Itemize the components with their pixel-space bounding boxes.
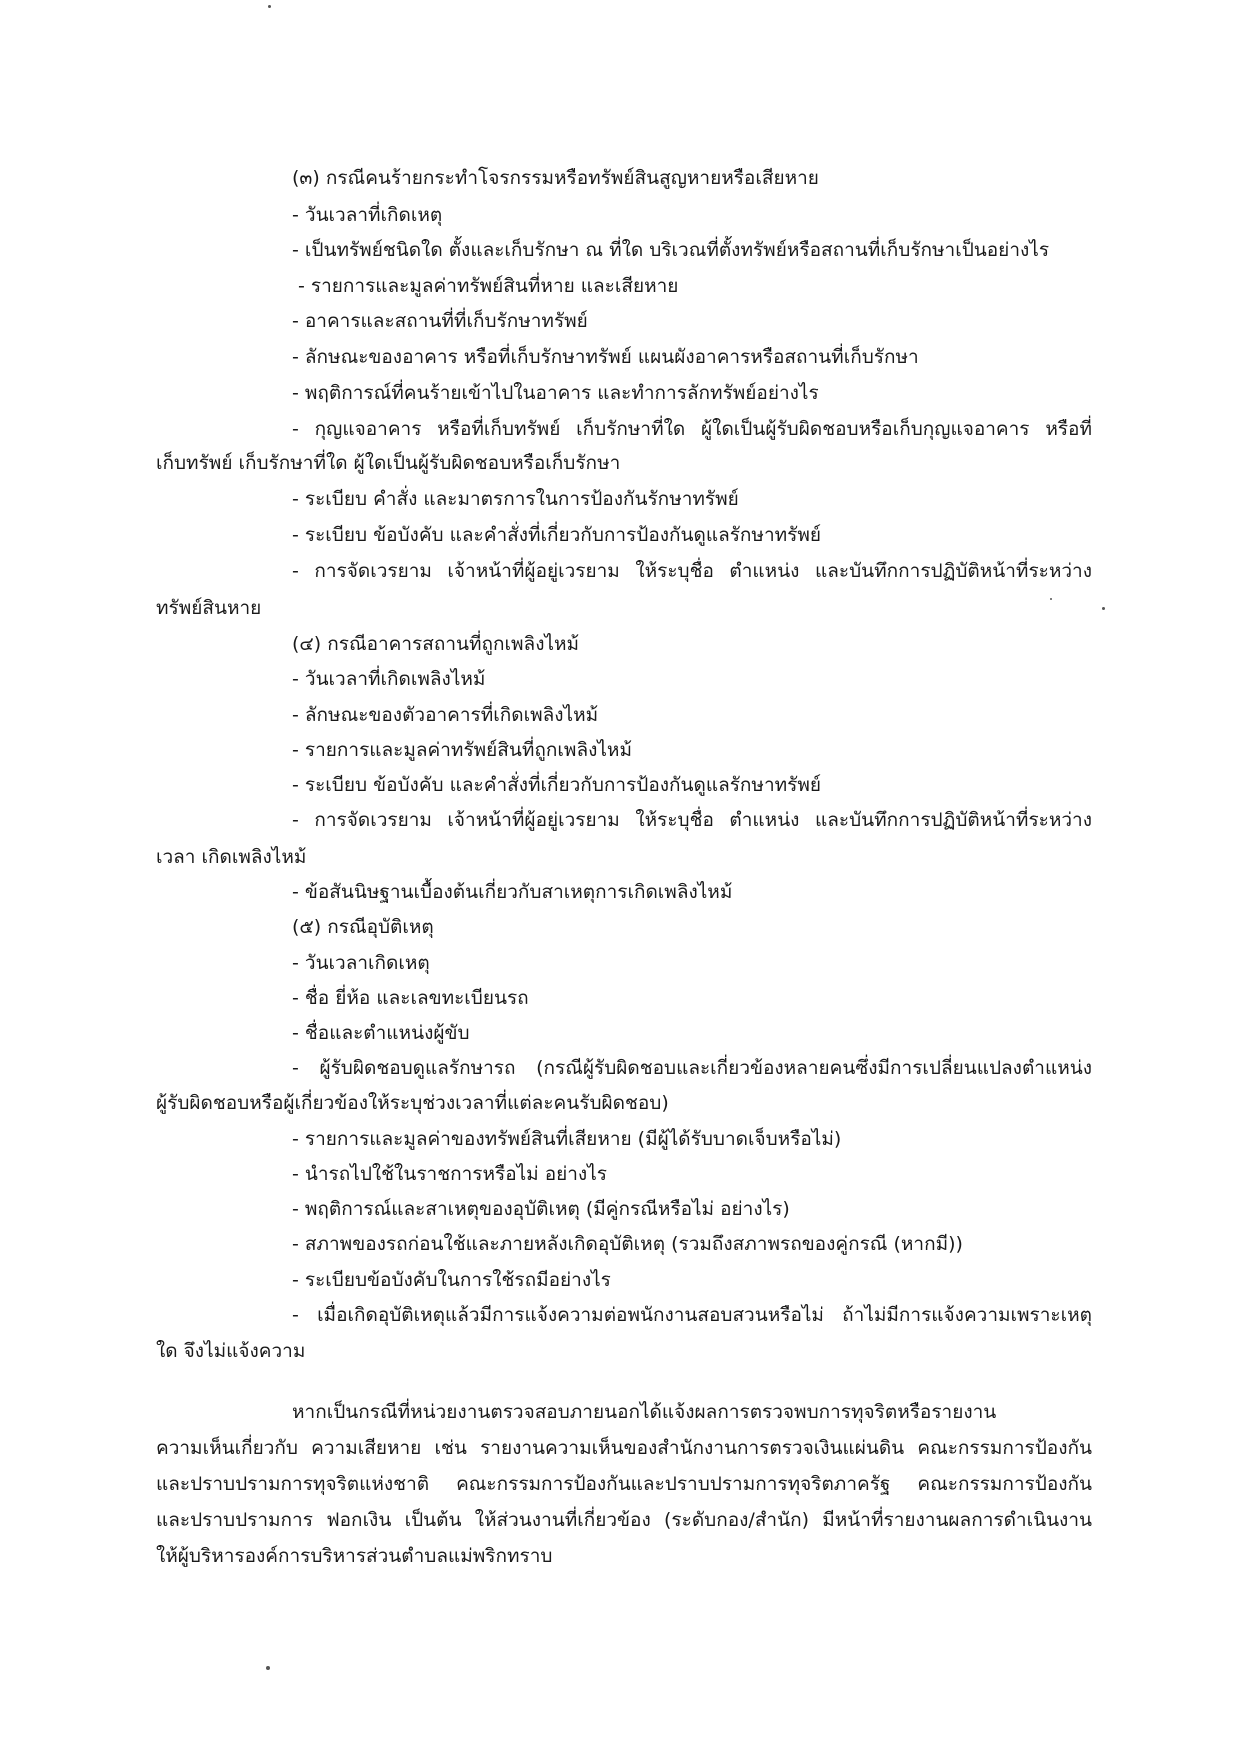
closing-paragraph-line: และปราบปรามการทุจริตแห่งชาติ คณะกรรมการป้องกันและปราบปรามการทุจริตภาครัฐ คณะกรรมการป้องกัน xyxy=(156,1473,1092,1495)
section-4-heading: (๔) กรณีอาคารสถานที่ถูกเพลิงไหม้ xyxy=(292,633,580,655)
list-item-continuation: ใด จึงไม่แจ้งความ xyxy=(156,1340,306,1362)
list-item: - นำรถไปใช้ในราชการหรือไม่ อย่างไร xyxy=(292,1163,607,1185)
list-item: - วันเวลาที่เกิดเหตุ xyxy=(292,204,443,226)
list-item: - รายการและมูลค่าทรัพย์สินที่หาย และเสียหาย xyxy=(298,275,679,297)
list-item: - พฤติการณ์ที่คนร้ายเข้าไปในอาคาร และทำการลักทรัพย์อย่างไร xyxy=(292,382,819,404)
list-item: - ข้อสันนิษฐานเบื้องต้นเกี่ยวกับสาเหตุการเกิดเพลิงไหม้ xyxy=(292,881,733,903)
list-item: - กุญแจอาคาร หรือที่เก็บทรัพย์ เก็บรักษาที่ใด ผู้ใดเป็นผู้รับผิดชอบหรือเก็บกุญแจอาคาร หรือที่ xyxy=(292,418,1092,440)
list-item-continuation: เก็บทรัพย์ เก็บรักษาที่ใด ผู้ใดเป็นผู้รับผิดชอบหรือเก็บรักษา xyxy=(156,452,621,474)
closing-paragraph-line: หากเป็นกรณีที่หน่วยงานตรวจสอบภายนอกได้แจ้งผลการตรวจพบการทุจริตหรือรายงาน xyxy=(292,1401,997,1423)
list-item: - เมื่อเกิดอุบัติเหตุแล้วมีการแจ้งความต่อพนักงานสอบสวนหรือไม่ ถ้าไม่มีการแจ้งความเพราะเหตุ xyxy=(292,1304,1092,1326)
list-item: - ผู้รับผิดชอบดูแลรักษารถ (กรณีผู้รับผิดชอบและเกี่ยวข้องหลายคนซึ่งมีการเปลี่ยนแปลงตำแหน่ง xyxy=(292,1057,1092,1079)
list-item: - ระเบียบ ข้อบังคับ และคำสั่งที่เกี่ยวกับการป้องกันดูแลรักษาทรัพย์ xyxy=(292,524,822,546)
list-item-continuation: ผู้รับผิดชอบหรือผู้เกี่ยวข้องให้ระบุช่วงเวลาที่แต่ละคนรับผิดชอบ) xyxy=(156,1092,669,1114)
scan-speck xyxy=(268,5,271,8)
list-item: - ชื่อ ยี่ห้อ และเลขทะเบียนรถ xyxy=(292,987,529,1009)
list-item: - ระเบียบ คำสั่ง และมาตรการในการป้องกันรักษาทรัพย์ xyxy=(292,488,739,510)
list-item: - ลักษณะของตัวอาคารที่เกิดเพลิงไหม้ xyxy=(292,704,599,726)
list-item: - การจัดเวรยาม เจ้าหน้าที่ผู้อยู่เวรยาม ให้ระบุชื่อ ตำแหน่ง และบันทึกการปฏิบัติหน้าที่ระหว่าง xyxy=(292,560,1092,582)
list-item: - ลักษณะของอาคาร หรือที่เก็บรักษาทรัพย์ แผนผังอาคารหรือสถานที่เก็บรักษา xyxy=(292,346,919,368)
list-item: - อาคารและสถานที่ที่เก็บรักษาทรัพย์ xyxy=(292,310,588,332)
closing-paragraph-line: ให้ผู้บริหารองค์การบริหารส่วนตำบลแม่พริกทราบ xyxy=(156,1545,553,1567)
list-item: - การจัดเวรยาม เจ้าหน้าที่ผู้อยู่เวรยาม ให้ระบุชื่อ ตำแหน่ง และบันทึกการปฏิบัติหน้าที่ระหว่าง xyxy=(292,809,1092,831)
closing-paragraph-line: ความเห็นเกี่ยวกับ ความเสียหาย เช่น รายงานความเห็นของสำนักงานการตรวจเงินแผ่นดิน คณะกรรมการป้องกัน xyxy=(156,1437,1092,1459)
list-item: - ชื่อและตำแหน่งผู้ขับ xyxy=(292,1022,470,1044)
closing-paragraph-line: และปราบปรามการ ฟอกเงิน เป็นต้น ให้ส่วนงานที่เกี่ยวข้อง (ระดับกอง/สำนัก) มีหน้าที่รายงานผลการดำเนินงาน xyxy=(156,1509,1092,1531)
scan-speck xyxy=(1102,607,1105,610)
list-item: - ระเบียบข้อบังคับในการใช้รถมีอย่างไร xyxy=(292,1269,611,1291)
list-item: - วันเวลาเกิดเหตุ xyxy=(292,952,430,974)
list-item: - วันเวลาที่เกิดเพลิงไหม้ xyxy=(292,668,486,690)
list-item-continuation: เวลา เกิดเพลิงไหม้ xyxy=(156,846,307,868)
scan-speck xyxy=(266,1666,270,1670)
list-item-continuation: ทรัพย์สินหาย xyxy=(156,597,262,619)
list-item: - รายการและมูลค่าของทรัพย์สินที่เสียหาย (มีผู้ได้รับบาดเจ็บหรือไม่) xyxy=(292,1128,842,1150)
list-item: - สภาพของรถก่อนใช้และภายหลังเกิดอุบัติเหตุ (รวมถึงสภาพรถของคู่กรณี (หากมี)) xyxy=(292,1233,963,1255)
scan-speck xyxy=(1050,598,1052,600)
list-item: - ระเบียบ ข้อบังคับ และคำสั่งที่เกี่ยวกับการป้องกันดูแลรักษาทรัพย์ xyxy=(292,774,822,796)
list-item: - เป็นทรัพย์ชนิดใด ตั้งและเก็บรักษา ณ ที่ใด บริเวณที่ตั้งทรัพย์หรือสถานที่เก็บรักษาเป็นอย่างไร xyxy=(292,239,1050,261)
list-item: - พฤติการณ์และสาเหตุของอุบัติเหตุ (มีคู่กรณีหรือไม่ อย่างไร) xyxy=(292,1198,790,1220)
list-item: - รายการและมูลค่าทรัพย์สินที่ถูกเพลิงไหม้ xyxy=(292,739,632,761)
section-3-heading: (๓) กรณีคนร้ายกระทำโจรกรรมหรือทรัพย์สินสูญหายหรือเสียหาย xyxy=(292,167,819,189)
section-5-heading: (๕) กรณีอุบัติเหตุ xyxy=(292,916,434,938)
